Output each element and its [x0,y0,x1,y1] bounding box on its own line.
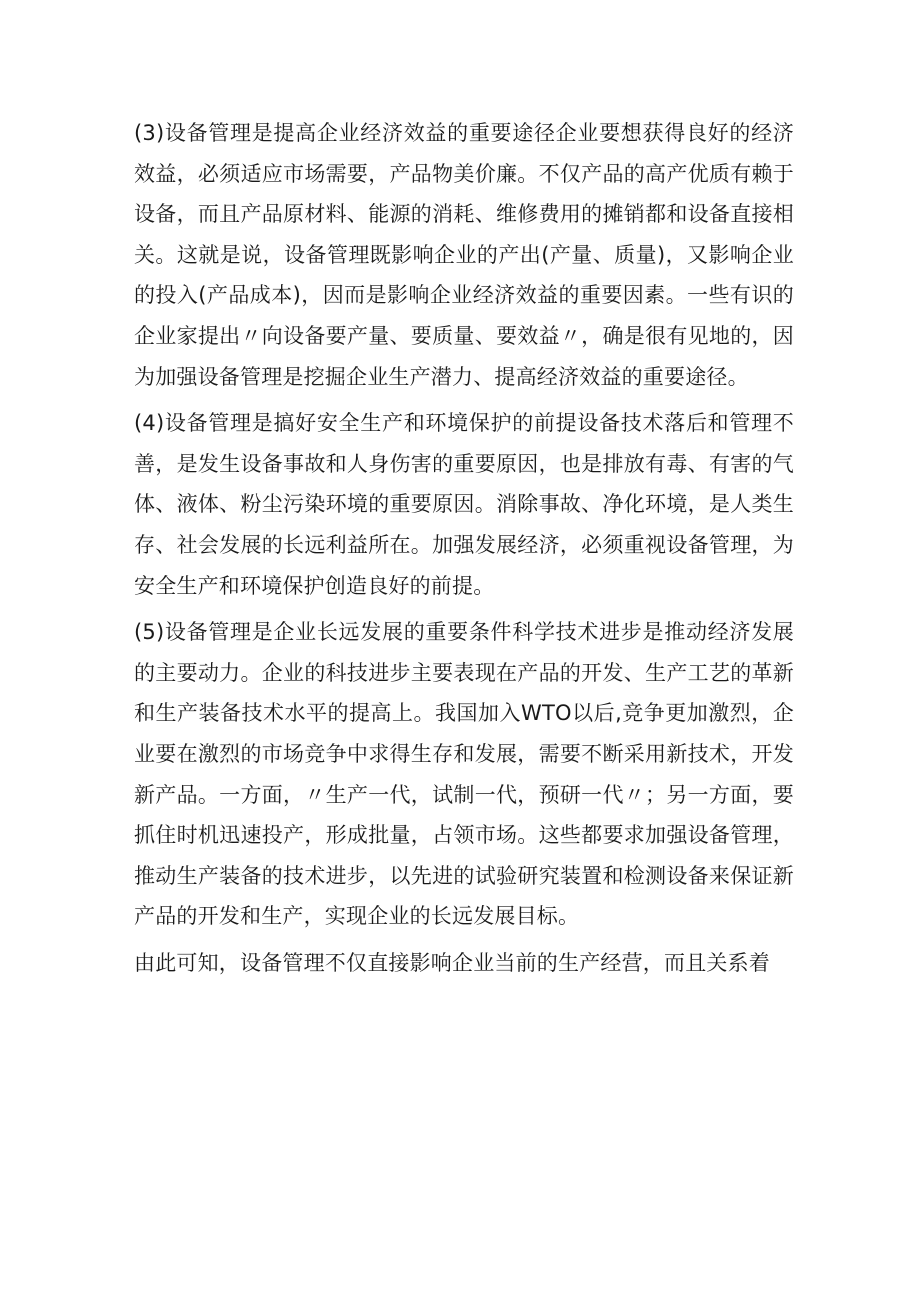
paragraph-equipment-economic-benefit: (3)设备管理是提高企业经济效益的重要途径企业要想获得良好的经济效益，必须适应市场需要，产品物美价廉。不仅产品的高产优质有赖于设备，而且产品原材料、能源的消耗、维修费用的摊销都和设备直接相关。这就是说，设备管理既影响企业的产出(产量、质量)，又影响企业的投入(产品成本)，因而是影响企业经济效益的重要因素。一些有识的企业家提出〃向设备要产量、要质量、要效益〃，确是很有见地的，因为加强设备管理是挖掘企业生产潜力、提高经济效益的重要途径。 [134,121,794,389]
document-body [134,113,794,989]
paragraph-conclusion: 由此可知，设备管理不仅直接影响企业当前的生产经营，而且关系着 [134,950,770,975]
paragraph-equipment-safety-environment: (4)设备管理是搞好安全生产和环境保护的前提设备技术落后和管理不善，是发生设备事故和人身伤害的重要原因，也是排放有毒、有害的气体、液体、粉尘污染环境的重要原因。消除事故、净化环境，是人类生存、社会发展的长远利益所在。加强发展经济，必须重视设备管理，为安全生产和环境保护创造良好的前提。 [134,411,794,598]
paragraph-equipment-long-term-development: (5)设备管理是企业长远发展的重要条件科学技术进步是推动经济发展的主要动力。企业的科技进步主要表现在产品的开发、生产工艺的革新和生产装备技术水平的提高上。我国加入WTO以后,竞争更加激烈，企业要在激烈的市场竞争中求得生存和发展，需要不断采用新技术，开发新产品。一方面，〃生产一代，试制一代，预研一代〃；另一方面，要抓住时机迅速投产，形成批量，占领市场。这些都要求加强设备管理，推动生产装备的技术进步，以先进的试验研究装置和检测设备来保证新产品的开发和生产，实现企业的长远发展目标。 [134,620,794,929]
